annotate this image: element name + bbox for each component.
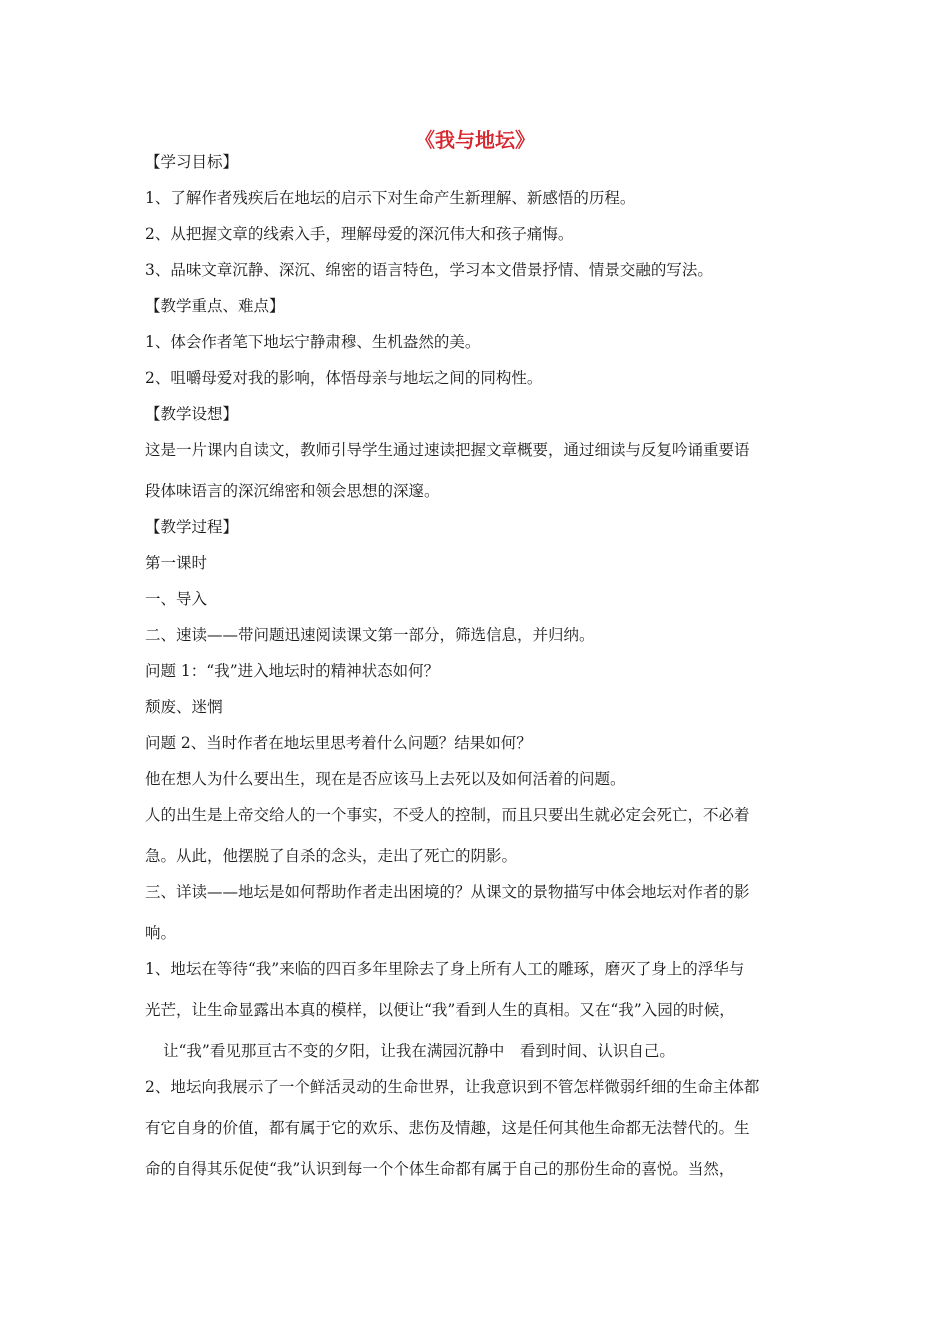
text-line: 三、详读——地坛是如何帮助作者走出困境的？从课文的景物描写中体会地坛对作者的影 bbox=[145, 883, 750, 901]
text-line: 人的出生是上帝交给人的一个事实，不受人的控制，而且只要出生就必定会死亡，不必着 bbox=[145, 806, 750, 824]
text-line: 1、体会作者笔下地坛宁静肃穆、生机盎然的美。 bbox=[145, 333, 481, 351]
text-line: 二、速读——带问题迅速阅读课文第一部分，筛选信息，并归纳。 bbox=[145, 626, 595, 644]
text-line: 2、地坛向我展示了一个鲜活灵动的生命世界，让我意识到不管怎样微弱纤细的生命主体都 bbox=[145, 1078, 760, 1096]
text-line: 2、从把握文章的线索入手，理解母爱的深沉伟大和孩子痛悔。 bbox=[145, 225, 574, 243]
text-line: 颓废、迷惘 bbox=[145, 698, 223, 716]
text-line: 急。从此，他摆脱了自杀的念头，走出了死亡的阴影。 bbox=[145, 847, 518, 865]
text-line: 问题 2、当时作者在地坛里思考着什么问题？结果如何？ bbox=[145, 734, 532, 752]
text-line: 1、了解作者残疾后在地坛的启示下对生命产生新理解、新感悟的历程。 bbox=[145, 189, 636, 207]
text-line: 命的自得其乐促使“我”认识到每一个个体生命都有属于自己的那份生命的喜悦。当然， bbox=[145, 1160, 735, 1178]
text-line: 第一课时 bbox=[145, 554, 208, 572]
text-line: 2、咀嚼母爱对我的影响，体悟母亲与地坛之间的同构性。 bbox=[145, 369, 543, 387]
text-line: 有它自身的价值，都有属于它的欢乐、悲伤及情趣，这是任何其他生命都无法替代的。生 bbox=[145, 1119, 750, 1137]
section-heading-process: 【教学过程】 bbox=[145, 518, 239, 536]
section-heading-objectives: 【学习目标】 bbox=[145, 153, 239, 171]
text-line: 响。 bbox=[145, 924, 177, 942]
text-line: 让“我”看见那亘古不变的夕阳，让我在满园沉静中 看到时间、认识自己。 bbox=[163, 1042, 675, 1060]
text-line: 一、导入 bbox=[145, 590, 208, 608]
text-line: 光芒，让生命显露出本真的模样，以便让“我”看到人生的真相。又在“我”入园的时候， bbox=[145, 1001, 735, 1019]
text-line: 段体味语言的深沉绵密和领会思想的深邃。 bbox=[145, 482, 440, 500]
text-line: 这是一片课内自读文，教师引导学生通过速读把握文章概要，通过细读与反复吟诵重要语 bbox=[145, 441, 750, 459]
text-line: 1、地坛在等待“我”来临的四百多年里除去了身上所有人工的雕琢，磨灭了身上的浮华与 bbox=[145, 960, 745, 978]
text-line: 他在想人为什么要出生，现在是否应该马上去死以及如何活着的问题。 bbox=[145, 770, 626, 788]
text-line: 3、品味文章沉静、深沉、绵密的语言特色，学习本文借景抒情、情景交融的写法。 bbox=[145, 261, 713, 279]
page-title: 《我与地坛》 bbox=[415, 128, 535, 152]
text-line: 问题 1：“我”进入地坛时的精神状态如何？ bbox=[145, 662, 440, 680]
section-heading-key-points: 【教学重点、难点】 bbox=[145, 297, 285, 315]
section-heading-design: 【教学设想】 bbox=[145, 405, 239, 423]
